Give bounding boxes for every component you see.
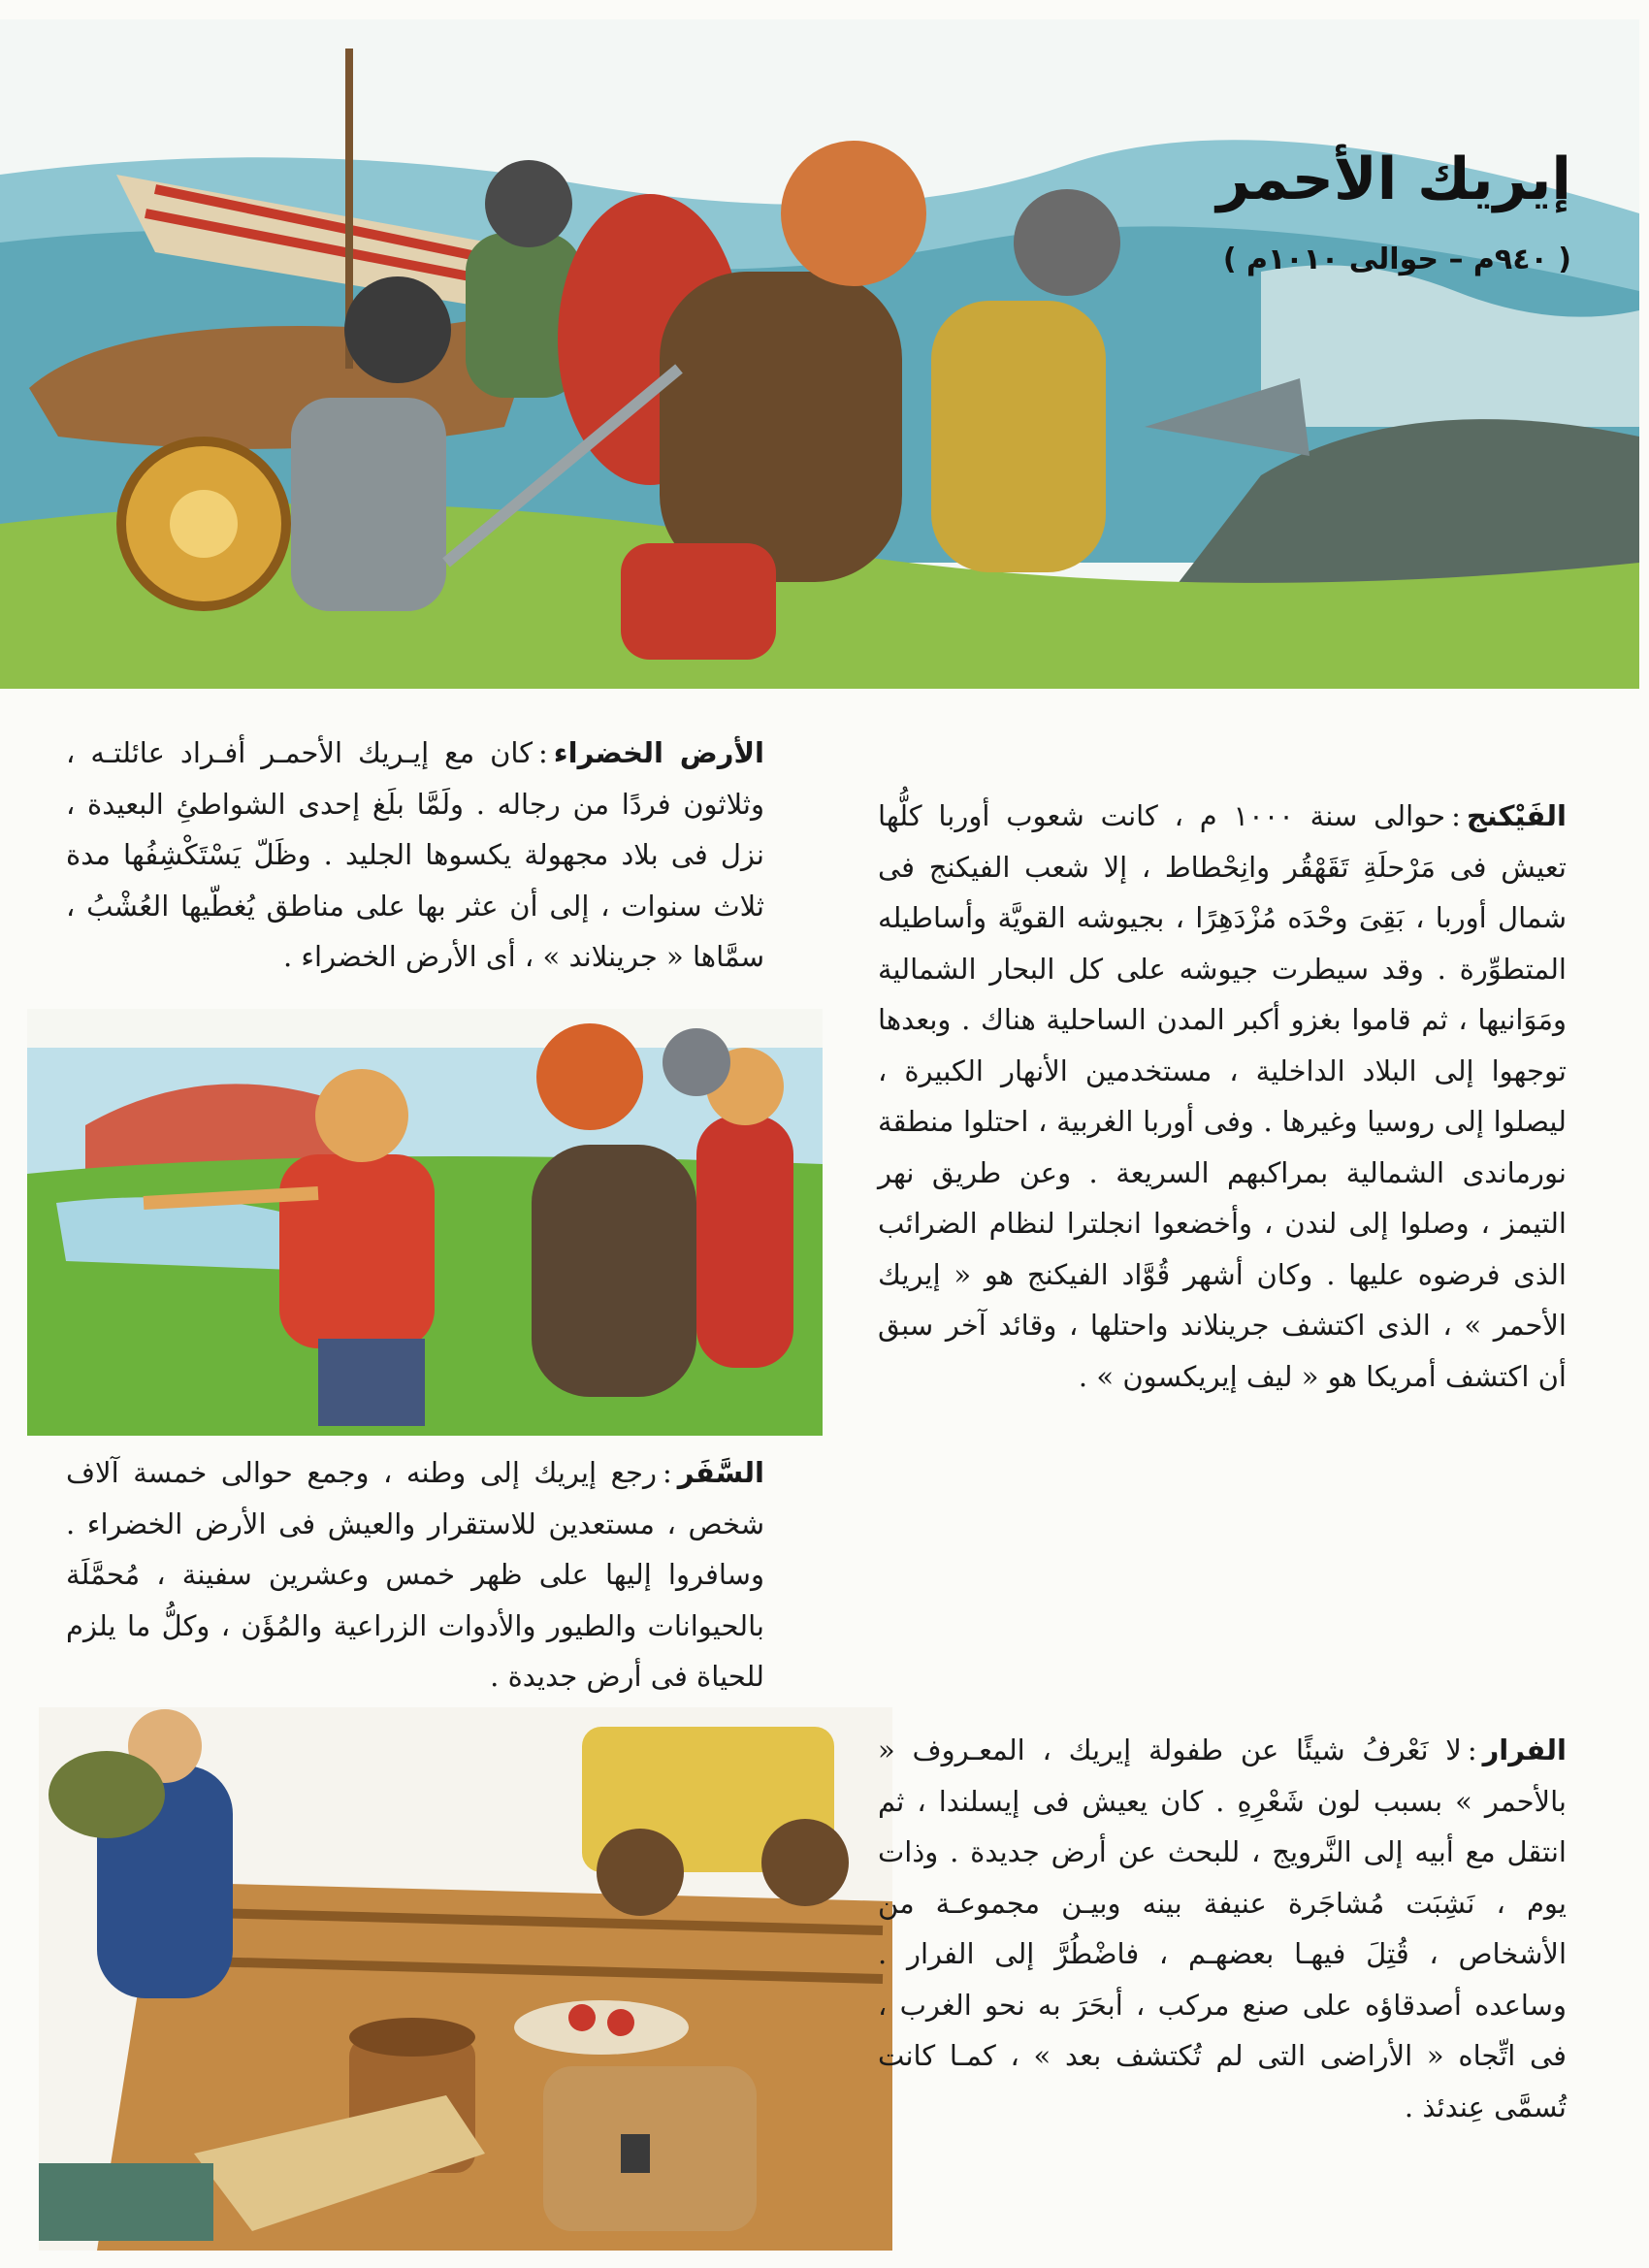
heading-separator: : — [662, 1456, 672, 1489]
section-text: لا نَعْرفُ شيئًا عن طفولة إيريك ، المعـروف « بالأحمر » بسبب لون شَعْرِهِ . كان يعيش فى إيسلندا ، ثم انتقل مع أبيه إلى النَّرويج ، للبحث عن أرض جديدة . وذات يوم ، نَشِبَت مُشاجَرة عنيفة بينه وبيـن مجموعـة من الأشخاص ، قُتِلَ فيهـا بعضهـم ، فاضْطُرَّ إلى الفرار . وساعده أصدقاؤه على صنع مركب ، أبحَرَ به نحو الغرب ، فى اتِّجاه « الأراضى التى لم تُكتشف بعد » ، كمـا كانت تُسمَّى عِندئذ . — [878, 1733, 1567, 2123]
article-title: إيريك الأحمر — [1216, 146, 1571, 213]
section-heading: السَّفَر — [677, 1456, 764, 1489]
loading-ship-illustration — [39, 1707, 892, 2251]
heading-separator: : — [1467, 1733, 1477, 1766]
section-green-land — [66, 728, 764, 983]
heading-separator: : — [538, 736, 548, 769]
section-heading: الأرض الخضراء — [553, 736, 764, 769]
section-heading: الفرار — [1482, 1733, 1567, 1766]
vikings-pointing-illustration — [27, 1009, 823, 1436]
section-vikings — [878, 791, 1567, 1402]
section-text: كان مع إيـريك الأحمـر أفـراد عائلتـه ، وثلاثون فردًا من رجاله . ولَمَّا بلَغ إحدى الشواطئِ البعيدة ، نزل فى بلاد مجهولة يكسوها الجليد . وظَلّ يَسْتَكْشِفُها مدة ثلاث سنوات ، إلى أن عثر بها على مناطق يُغطّيها العُشْبُ ، سمَّاها « جرينلاند » ، أى الأرض الخضراء . — [66, 736, 764, 973]
section-voyage — [66, 1447, 764, 1702]
viking-warriors-illustration — [0, 19, 1639, 689]
section-text: حوالى سنة ١٠٠٠ م ، كانت شعوب أوربا كلُّها تعيش فى مَرْحلَةِ تَقَهْقُر وانِحْطاط ، إلا شعب الفيكنج فى شمال أوربا ، بَقِىَ وحْدَه مُزْدَهِرًا ، بجيوشه القويَّة وأساطيله المتطوِّرة . وقد سيطرت جيوشه على كل البحار الشمالية ومَوَانيها ، ثم قاموا بغزو أكبر المدن الساحلية هناك . وبعدها توجهوا إلى البلاد الداخلية ، مستخدمين الأنهار الكبيرة ، ليصلوا إلى روسيا وغيرها . وفى أوربا الغربية ، احتلوا منطقة نورماندى الشمالية بمراكبهم السريعة . وعن طريق نهر التيمز ، وصلوا إلى لندن ، وأخضعوا انجلترا لنظام الضرائب الذى فرضوه عليها . وكان أشهر قُوَّاد الفيكنج هو « إيريك الأحمر » ، الذى اكتشف جرينلاند واحتلها ، وقائد آخر سبق أن اكتشف أمريكا هو « ليف إيريكسون » . — [878, 799, 1567, 1393]
article-dates: ( ٩٤٠م – حوالى ١٠١٠م ) — [1222, 243, 1571, 276]
section-escape — [878, 1725, 1567, 2132]
heading-separator: : — [1451, 799, 1461, 832]
section-text: رجع إيريك إلى وطنه ، وجمع حوالى خمسة آلاف شخص ، مستعدين للاستقرار والعيش فى الأرض الخضراء . وسافروا إليها على ظهر خمس وعشرين سفينة ، مُحمَّلَة بالحيوانات والطيور والأدوات الزراعية والمُؤَن ، وكلُّ ما يلزم للحياة فى أرض جديدة . — [66, 1456, 764, 1693]
section-heading: الفَيْكنج — [1466, 799, 1567, 832]
